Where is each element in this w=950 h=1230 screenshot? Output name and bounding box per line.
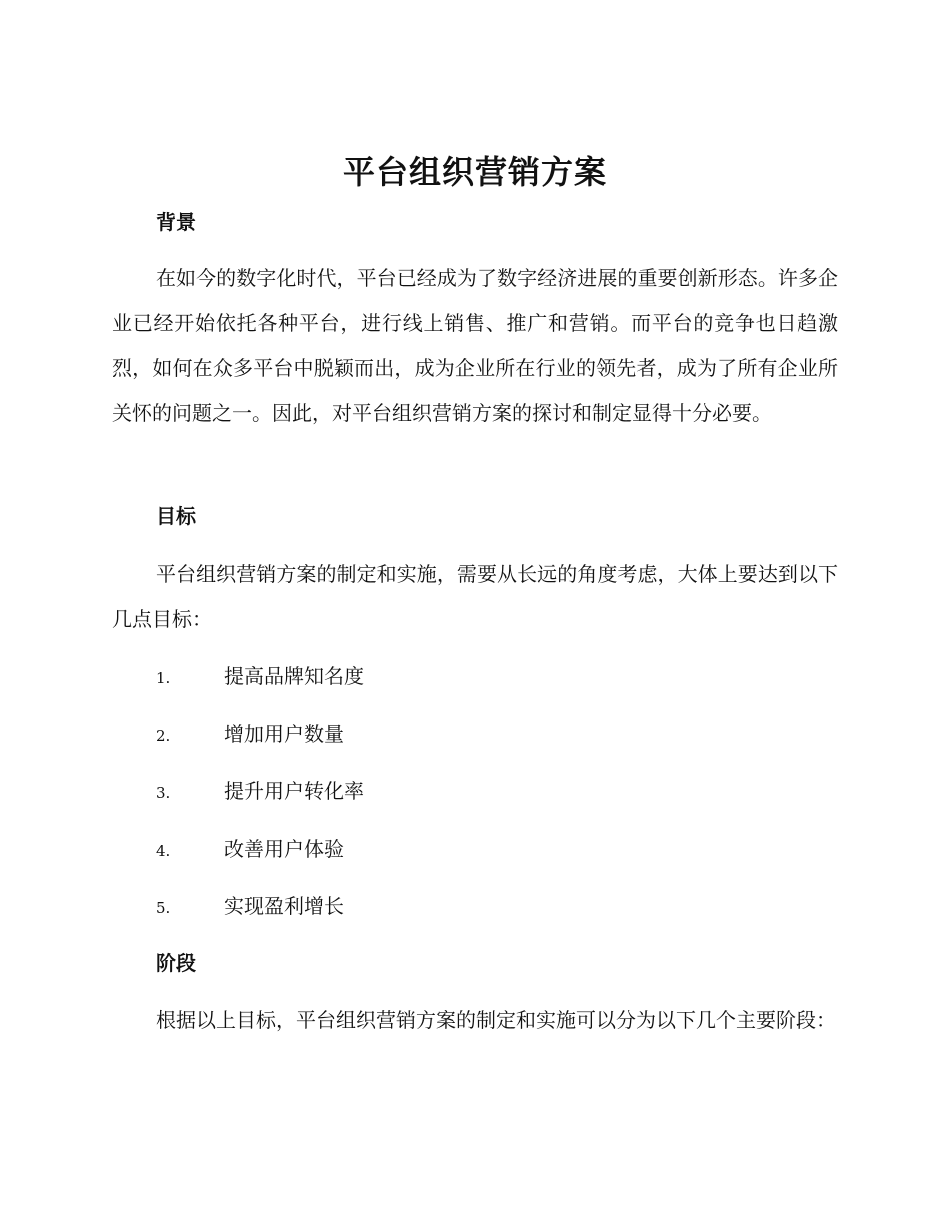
list-item <box>156 767 364 825</box>
section-paragraph-goals: 平台组织营销方案的制定和实施，需要从长远的角度考虑，大体上要达到以下几点目标： <box>112 562 838 631</box>
list-item-number: 1. <box>156 669 171 687</box>
section-paragraph-stages: 根据以上目标，平台组织营销方案的制定和实施可以分为以下几个主要阶段： <box>156 1008 836 1032</box>
document-title: 平台组织营销方案 <box>342 153 607 191</box>
list-item-text: 提高品牌知名度 <box>224 664 364 688</box>
list-item <box>156 710 364 768</box>
list-item-text: 增加用户数量 <box>224 721 344 746</box>
list-item <box>156 882 364 940</box>
section-heading-goals: 目标 <box>156 504 196 528</box>
list-item-text: 提升用户转化率 <box>224 779 364 803</box>
list-item <box>156 652 364 710</box>
section-paragraph-background: 在如今的数字化时代，平台已经成为了数字经济进展的重要创新形态。许多企业已经开始依托各种平台，进行线上销售、推广和营销。而平台的竞争也日趋激烈，如何在众多平台中脱颖而出，成为企业所在行业的领先者，成为了所有企业所关怀的问题之一。因此，对平台组织营销方案的探讨和制定显得十分必要。 <box>112 266 838 425</box>
list-item <box>156 825 364 883</box>
goals-list <box>156 652 364 940</box>
list-item-text: 实现盈利增长 <box>224 894 344 918</box>
section-heading-background: 背景 <box>156 210 196 234</box>
list-item-text: 改善用户体验 <box>224 836 344 861</box>
section-heading-stages: 阶段 <box>156 951 196 975</box>
list-item-number: 4. <box>156 841 171 860</box>
list-item-number: 2. <box>156 726 171 745</box>
list-item-number: 5. <box>156 899 171 917</box>
list-item-number: 3. <box>156 784 171 802</box>
